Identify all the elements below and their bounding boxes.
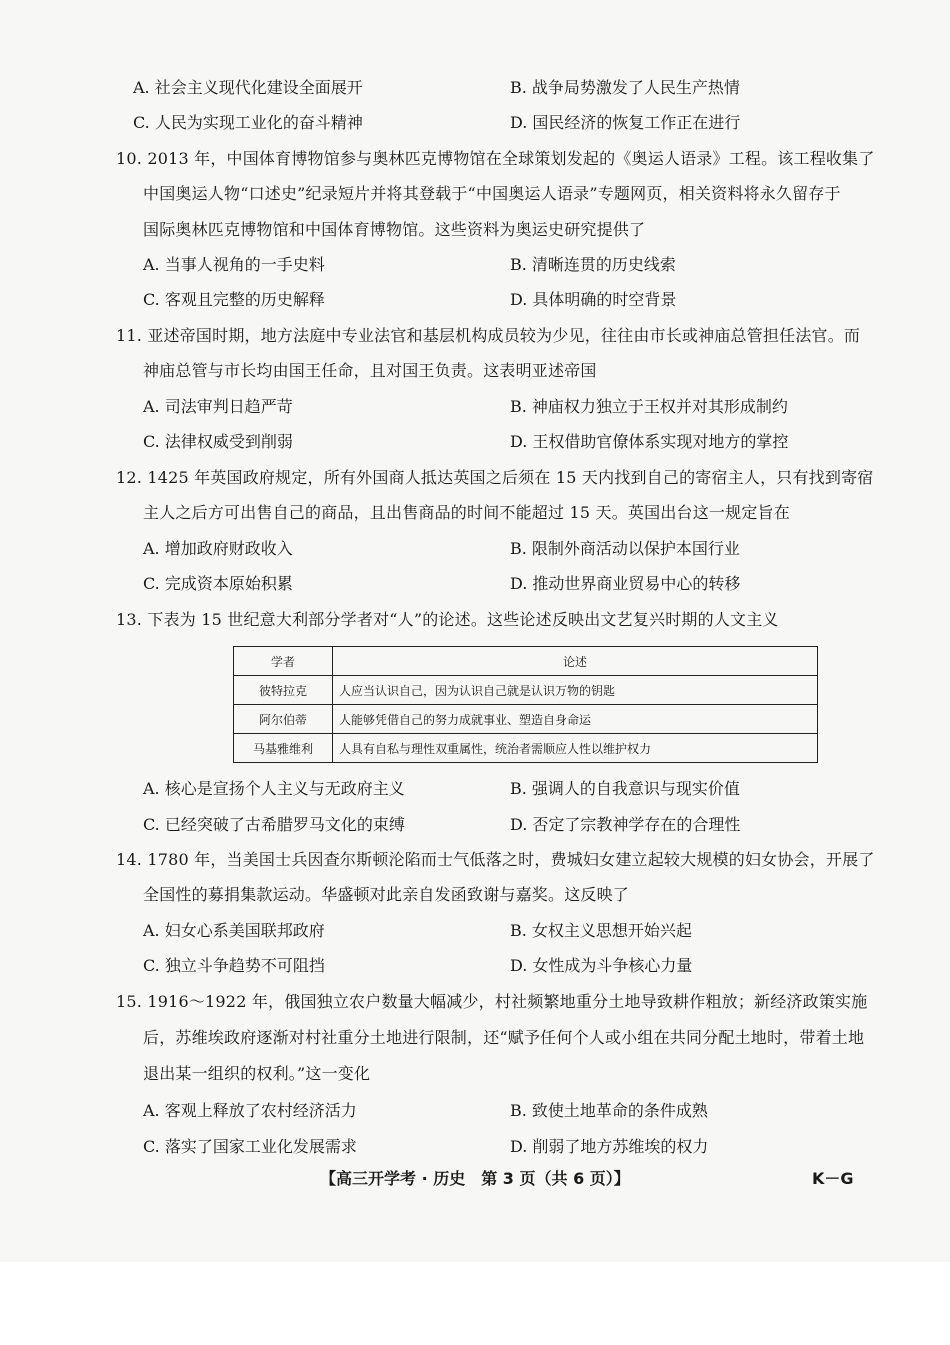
q9-option-b: B. 战争局势激发了人民生产热情 [510,78,740,97]
q14-option-c: C. 独立斗争趋势不可阻挡 [143,956,325,975]
q15-option-c: C. 落实了国家工业化发展需求 [143,1137,357,1156]
table-row [234,734,818,763]
table-cell-statement: 人能够凭借自己的努力成就事业、塑造自身命运 [333,705,818,734]
q15-stem-line-1: 15. 1916～1922 年，俄国独立农户数量大幅减少，村社频繁地重分土地导致耕作粗放；新经济政策实施 [116,992,868,1011]
q12-stem-line-2: 主人之后方可出售自己的商品，且出售商品的时间不能超过 15 天。英国出台这一规定旨在 [143,503,790,522]
q15-option-b: B. 致使土地革命的条件成熟 [510,1101,708,1120]
q15-option-a: A. 客观上释放了农村经济活力 [143,1101,357,1120]
bottom-margin [0,1262,950,1345]
page-footer-code: K－G [812,1169,854,1188]
page-footer-title: 【高三开学考 · 历史 第 3 页（共 6 页）】 [320,1169,630,1188]
q9-option-c: C. 人民为实现工业化的奋斗精神 [133,113,363,132]
q11-option-c: C. 法律权威受到削弱 [143,432,293,451]
q12-stem-line-1: 12. 1425 年英国政府规定，所有外国商人抵达英国之后须在 15 天内找到自己的寄宿主人，只有找到寄宿 [116,468,874,487]
q10-option-a: A. 当事人视角的一手史料 [143,255,325,274]
q14-option-a: A. 妇女心系美国联邦政府 [143,921,325,940]
table-cell-statement: 人具有自私与理性双重属性，统治者需顺应人性以维护权力 [333,734,818,763]
q10-option-b: B. 清晰连贯的历史线索 [510,255,676,274]
table-header-scholar: 学者 [234,647,333,676]
q10-option-d: D. 具体明确的时空背景 [510,290,677,309]
q10-option-c: C. 客观且完整的历史解释 [143,290,325,309]
q12-option-d: D. 推动世界商业贸易中心的转移 [510,574,741,593]
q13-option-b: B. 强调人的自我意识与现实价值 [510,779,740,798]
q13-option-c: C. 已经突破了古希腊罗马文化的束缚 [143,815,405,834]
q15-option-d: D. 削弱了地方苏维埃的权力 [510,1137,709,1156]
q10-stem-line-2: 中国奥运人物“口述史”纪录短片并将其登载于“中国奥运人语录”专题网页，相关资料将永久留存于 [143,184,841,203]
q10-stem-line-3: 国际奥林匹克博物馆和中国体育博物馆。这些资料为奥运史研究提供了 [143,220,646,239]
q12-option-a: A. 增加政府财政收入 [143,539,293,558]
q13-stem-line-1: 13. 下表为 15 世纪意大利部分学者对“人”的论述。这些论述反映出文艺复兴时期的人文主义 [116,610,779,629]
table-cell-scholar: 马基雅维利 [234,734,333,763]
q15-stem-line-3: 退出某一组织的权利。”这一变化 [143,1064,371,1083]
q11-stem-line-1: 11. 亚述帝国时期，地方法庭中专业法官和基层机构成员较为少见，往往由市长或神庙总管担任法官。而 [116,326,861,345]
q11-option-d: D. 王权借助官僚体系实现对地方的掌控 [510,432,789,451]
q11-option-b: B. 神庙权力独立于王权并对其形成制约 [510,397,788,416]
q12-option-b: B. 限制外商活动以保护本国行业 [510,539,740,558]
q11-option-a: A. 司法审判日趋严苛 [143,397,293,416]
table-header-statement: 论述 [333,647,818,676]
q14-stem-line-2: 全国性的募捐集款运动。华盛顿对此亲自发函致谢与嘉奖。这反映了 [143,885,630,904]
q13-option-a: A. 核心是宣扬个人主义与无政府主义 [143,779,405,798]
q14-option-d: D. 女性成为斗争核心力量 [510,956,693,975]
q9-option-a: A. 社会主义现代化建设全面展开 [133,78,363,97]
q11-stem-line-2: 神庙总管与市长均由国王任命，且对国王负责。这表明亚述帝国 [143,361,597,380]
table-cell-scholar: 彼特拉克 [234,676,333,705]
q14-stem-line-1: 14. 1780 年，当美国士兵因查尔斯顿沦陷而士气低落之时，费城妇女建立起较大规模的妇女协会，开展了 [116,850,875,869]
q13-option-d: D. 否定了宗教神学存在的合理性 [510,815,741,834]
table-header-row [234,647,818,676]
table-cell-scholar: 阿尔伯蒂 [234,705,333,734]
table-cell-statement: 人应当认识自己，因为认识自己就是认识万物的钥匙 [333,676,818,705]
table-row [234,705,818,734]
q15-stem-line-2: 后，苏维埃政府逐渐对村社重分土地进行限制，还“赋予任何个人或小组在共同分配土地时，带着土地 [143,1028,865,1047]
q10-stem-line-1: 10. 2013 年，中国体育博物馆参与奥林匹克博物馆在全球策划发起的《奥运人语录》工程。该工程收集了 [116,149,875,168]
q9-option-d: D. 国民经济的恢复工作正在进行 [510,113,741,132]
q12-option-c: C. 完成资本原始积累 [143,574,293,593]
scholar-quotes-table [233,646,818,763]
table-row [234,676,818,705]
q14-option-b: B. 女权主义思想开始兴起 [510,921,692,940]
